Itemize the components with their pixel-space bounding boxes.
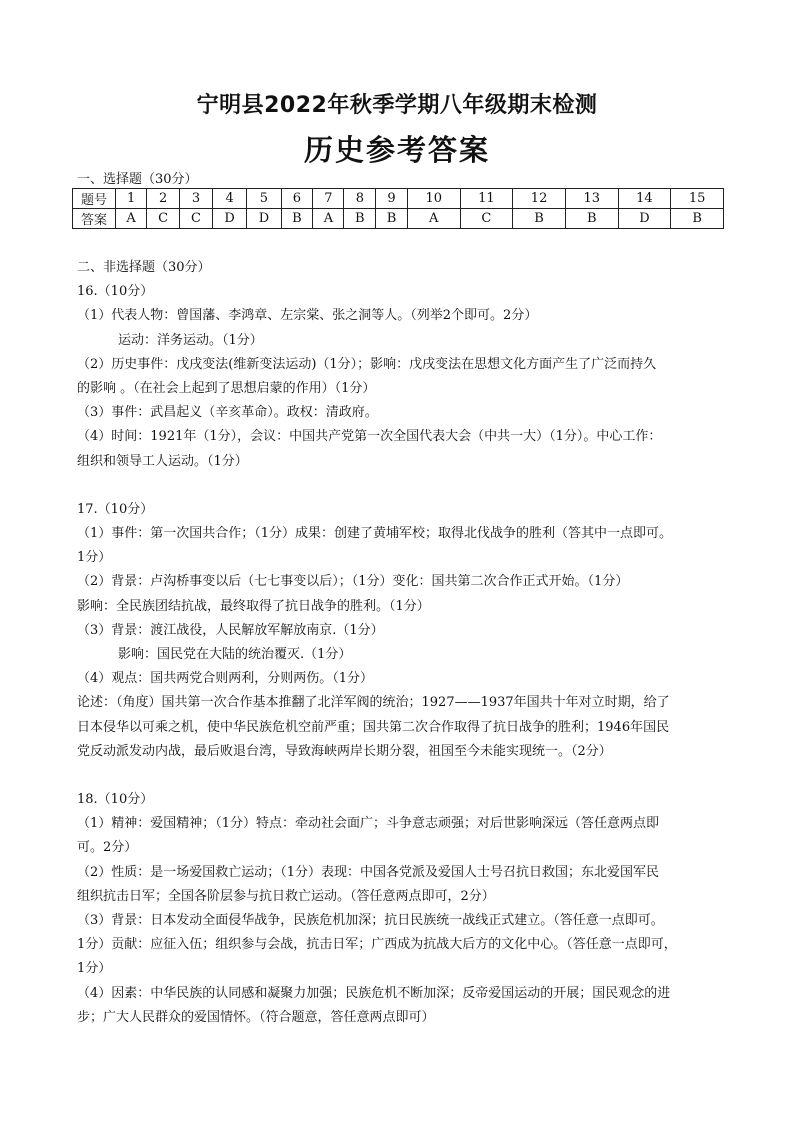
question-number: 4 [212,189,246,209]
answer-line: 1分） [77,961,112,977]
answer-cell: B [671,209,724,229]
question-number: 12 [513,189,566,209]
question-number: 10 [407,189,460,209]
answer-line: 党反动派发动内战，最后败退台湾，导致海峡两岸长期分裂，祖国至今未能实现统一。（2分） [77,743,612,759]
section1-heading: 一、选择题（30分） [77,172,198,187]
question-number-row [73,189,724,209]
question-number: 11 [460,189,513,209]
answer-line: （1）事件：第一次国共合作；（1分）成果：创建了黄埔军校；取得北伐战争的胜利（答其中一点即可。 [77,526,673,542]
answer-cell: A [313,209,344,229]
answer-cell: D [212,209,246,229]
answer-line: 影响：国民党在大陆的统治覆灭.（1分） [118,647,352,663]
answer-cell: D [618,209,671,229]
question-number: 15 [671,189,724,209]
row-label: 答案 [73,209,116,229]
answer-cell: C [180,209,213,229]
answer-line: 运动：洋务运动。（1分） [118,332,263,348]
section2-body [77,256,727,1030]
answer-cell: B [376,209,408,229]
answer-line: （4）时间：1921年（1分），会议：中国共产党第一次全国代表大会（中共一大）（1分）。中心工作： [77,429,662,445]
answer-cell: C [147,209,180,229]
spacer [77,474,727,498]
exam-title: 宁明县2022年秋季学期八年级期末检测 [196,93,598,118]
answer-line: 论述：（角度）国共第一次合作基本推翻了北洋军阀的统治；1927——1937年国共十年对立时期，给了 [77,695,670,711]
q17-title: 17.（10分） [77,501,154,517]
answer-line: 1分） [77,550,112,566]
question-number: 14 [618,189,671,209]
question-number: 2 [147,189,180,209]
answer-cell: B [565,209,618,229]
answer-line: 步；广大人民群众的爱国情怀。（符合题意，答任意两点即可） [77,1009,435,1025]
question-number: 1 [116,189,147,209]
answer-line: 影响：全民族团结抗战，最终取得了抗日战争的胜利。（1分） [77,598,430,614]
answer-cell: D [247,209,281,229]
answer-line: （2）历史事件：戊戌变法(维新变法运动)（1分）；影响：戊戌变法在思想文化方面产生了广泛而持久 [77,356,657,372]
answer-line: 可。2分） [77,840,138,856]
section2-heading: 二、非选择题（30分） [77,260,211,275]
answer-cell: C [460,209,513,229]
spacer [77,764,727,788]
answer-line: （1）代表人物：曾国藩、李鸿章、左宗棠、张之洞等人。（列举2个即可。2分） [77,308,538,324]
answer-line: 组织抗击日军；全国各阶层参与抗日救亡运动。（答任意两点即可，2分） [77,888,495,904]
row-label: 题号 [73,189,116,209]
answer-line: （4）观点：国共两党合则两利，分则两伤。（1分） [77,671,374,687]
answer-line: （3）背景：渡江战役，人民解放军解放南京.（1分） [77,622,384,638]
answer-cell: A [116,209,147,229]
question-number: 6 [281,189,313,209]
answer-line: （3）背景：日本发动全面侵华战争，民族危机加深；抗日民族统一战线正式建立。（答任意一点即可。 [77,913,664,929]
q16-title: 16.（10分） [77,284,154,300]
answer-line: （2）性质：是一场爱国救亡运动；（1分）表现：中国各党派及爱国人士号召抗日救国；东北爱国军民 [77,864,660,880]
answer-table [72,188,724,229]
question-number: 5 [247,189,281,209]
answer-cell: B [281,209,313,229]
question-number: 8 [344,189,376,209]
answer-cell: B [513,209,566,229]
answer-line: （4）因素：中华民族的认同感和凝聚力加强；民族危机不断加深；反帝爱国运动的开展；国民观念的进 [77,985,671,1001]
answer-key-title: 历史参考答案 [303,133,490,167]
answer-line: （2）背景：卢沟桥事变以后（七七事变以后）；（1分）变化：国共第二次合作正式开始。（1分） [77,574,629,590]
question-number: 7 [313,189,344,209]
answer-line: 1分）贡献：应征入伍；组织参与会战，抗击日军；广西成为抗战大后方的文化中心。（答任意一点即可， [77,937,677,953]
answer-line: （3）事件：武昌起义（辛亥革命）。政权：清政府。 [77,405,378,421]
answer-line: 的影响 。（在社会上起到了思想启蒙的作用）（1分） [77,381,376,397]
question-number: 9 [376,189,408,209]
answer-row [73,209,724,229]
answer-line: （1）精神：爱国精神；（1分）特点：牵动社会面广；斗争意志顽强；对后世影响深远（答任意两点即 [77,816,660,832]
question-number: 13 [565,189,618,209]
answer-line: 日本侵华以可乘之机，使中华民族危机空前严重；国共第二次合作取得了抗日战争的胜利；1946年国民 [77,719,670,735]
q18-title: 18.（10分） [77,792,154,808]
answer-line: 组织和领导工人运动。（1分） [77,453,248,469]
answer-cell: B [344,209,376,229]
question-number: 3 [180,189,213,209]
answer-cell: A [407,209,460,229]
